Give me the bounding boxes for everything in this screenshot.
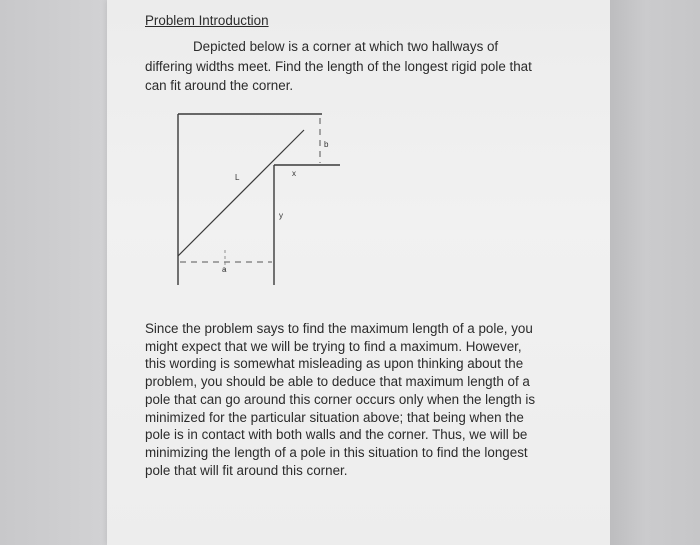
paragraph-line: this wording is somewhat misleading as upon thinking about the bbox=[145, 356, 524, 372]
paragraph-line: pole is in contact with both walls and the corner. Thus, we will be bbox=[145, 427, 528, 443]
paragraph-line: minimized for the particular situation above; that being when the bbox=[145, 409, 524, 425]
intro-line: Depicted below is a corner at which two hallways of bbox=[193, 39, 499, 54]
paragraph-line: minimizing the length of a pole in this situation to find the longest bbox=[145, 444, 528, 460]
label-b: b bbox=[324, 140, 329, 149]
label-y: y bbox=[279, 211, 283, 220]
intro-paragraph bbox=[145, 37, 585, 96]
right-margin-shadow bbox=[610, 0, 700, 545]
label-L: L bbox=[235, 173, 240, 182]
paragraph-line: problem, you should be able to deduce that maximum length of a bbox=[145, 374, 530, 390]
intro-line: differing widths meet. Find the length of the longest rigid pole that bbox=[145, 58, 532, 74]
paragraph-line: Since the problem says to find the maximum length of a pole, you bbox=[145, 321, 533, 336]
paragraph-line: might expect that we will be trying to find a maximum. However, bbox=[145, 338, 522, 354]
explanation-paragraph bbox=[145, 320, 585, 479]
label-x: x bbox=[292, 169, 296, 178]
paragraph-line: pole that can go around this corner occurs only when the length is bbox=[145, 391, 536, 407]
hallway-corner-diagram bbox=[170, 110, 350, 295]
section-heading: Problem Introduction bbox=[145, 13, 269, 28]
paragraph-line: pole that will fit around this corner. bbox=[145, 462, 348, 478]
label-a: a bbox=[222, 265, 227, 274]
intro-line: can fit around the corner. bbox=[145, 78, 294, 93]
pole-line bbox=[178, 130, 304, 256]
left-margin-shadow bbox=[0, 0, 107, 545]
